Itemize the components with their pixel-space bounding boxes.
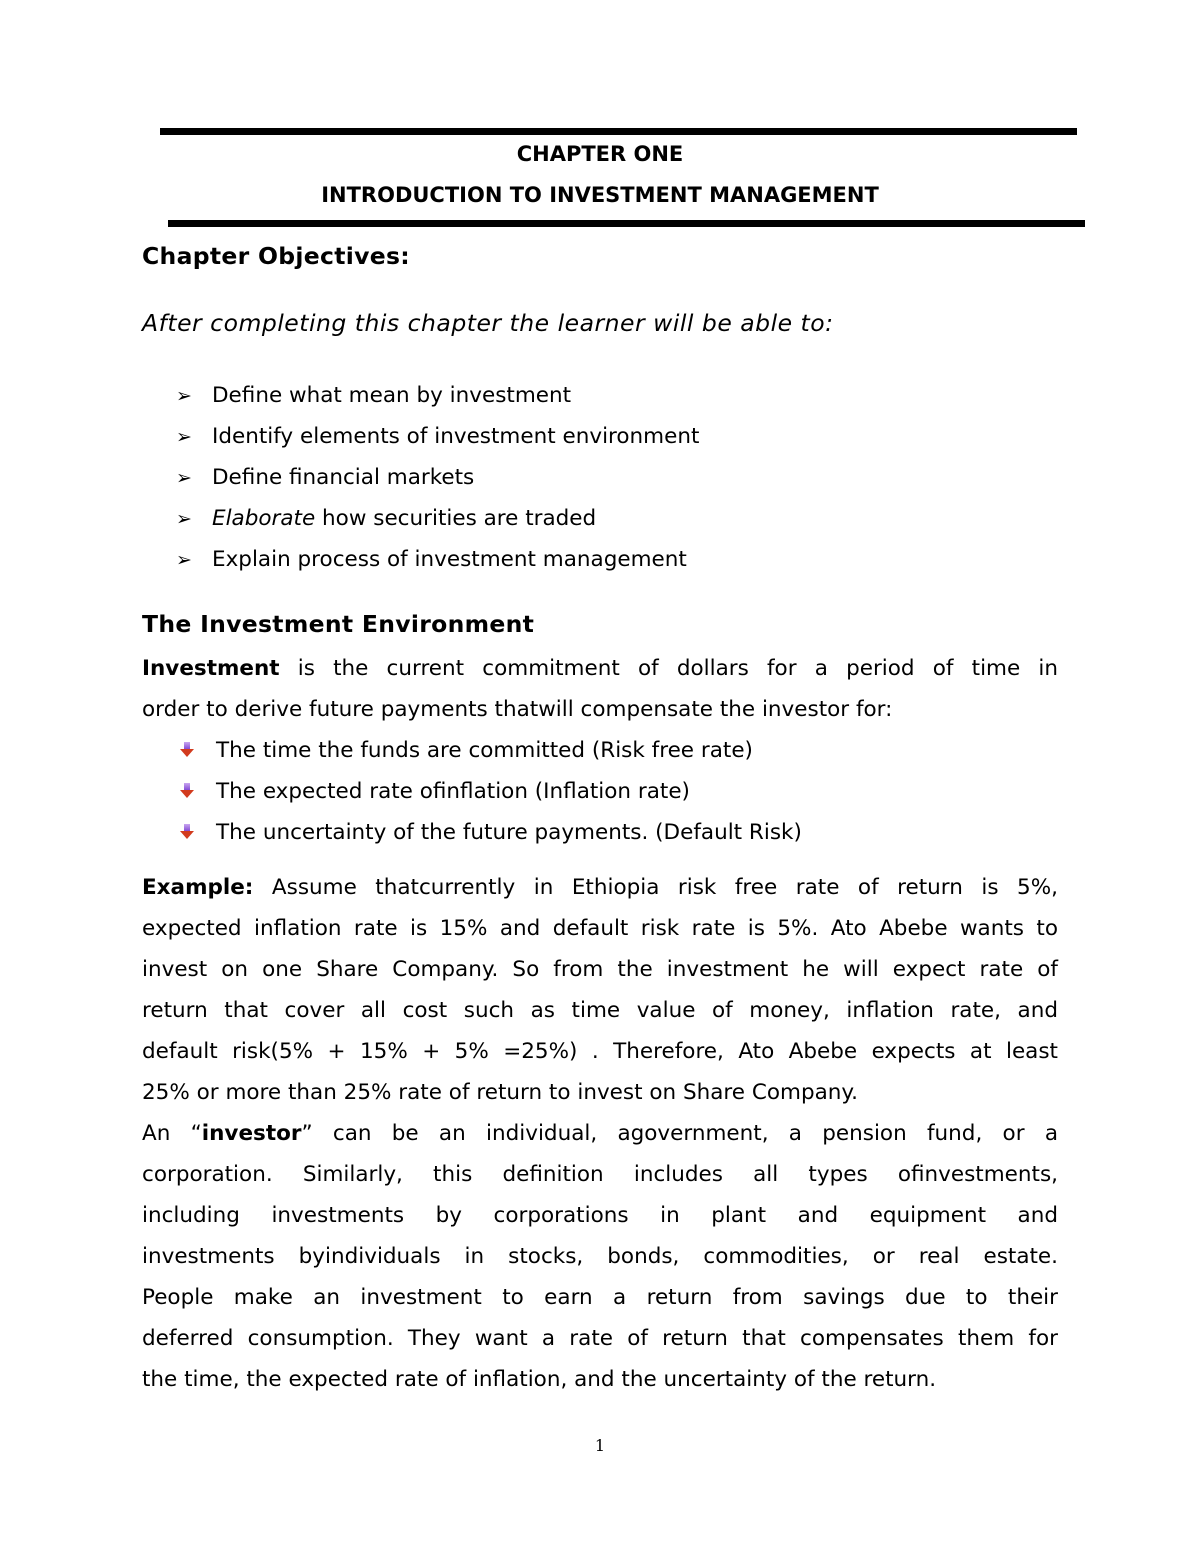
list-item: ➢ Define what mean by investment [176, 375, 699, 416]
objectives-heading: Chapter Objectives: [142, 242, 410, 270]
list-item: ➢ Elaborate how securities are traded [176, 498, 699, 539]
arrowhead-bullet-icon: ➢ [176, 467, 192, 489]
down-arrow-bullet-icon [180, 783, 194, 799]
compensation-list [180, 730, 802, 853]
arrowhead-bullet-icon: ➢ [176, 508, 192, 530]
down-arrow-bullet-icon [180, 742, 194, 758]
list-item: ➢ Explain process of investment management [176, 539, 699, 580]
investor-paragraph: An “investor” can be an individual, agovernment, a pension fund, or a corporation. Similarly, this definition includes all types ofinvestments, including investments by corporations in plant and equipment and investments byindividuals in stocks, bonds, commodities, or real estate. People make an investment to earn a return from savings due to their deferred consumption. They want a rate of return that compensates them for the time, the expected rate of inflation, and the uncertainty of the return. [142, 1121, 1058, 1392]
investor-term: investor [201, 1121, 302, 1146]
arrowhead-bullet-icon: ➢ [176, 549, 192, 571]
environment-heading: The Investment Environment [142, 610, 535, 638]
objectives-intro: After completing this chapter the learner will be able to: [142, 309, 834, 337]
chapter-title: INTRODUCTION TO INVESTMENT MANAGEMENT [321, 183, 879, 207]
example-paragraph: Example: Assume thatcurrently in Ethiopia risk free rate of return is 5%, expected inflation rate is 15% and default risk rate is 5%. Ato Abebe wants to invest on one Share Company. So from the investment he will expect rate of return that cover all cost such as time value of money, inflation rate, and default risk(5% + 15% + 5% =25%) . Therefore, Ato Abebe expects at least 25% or more than 25% rate of return to invest on Share Company. [142, 875, 1058, 1105]
page-number: 1 [594, 1436, 606, 1455]
investment-definition: Investment is the current commitment of dollars for a period of time in order to derive future payments thatwill compensate the investor for: [142, 656, 1058, 722]
example-label: Example: [142, 875, 254, 900]
list-item: The expected rate ofinflation (Inflation rate) [180, 771, 802, 812]
chapter-label: CHAPTER ONE [516, 142, 684, 166]
objectives-list [176, 375, 699, 580]
list-item: The time the funds are committed (Risk free rate) [180, 730, 802, 771]
list-item: ➢ Identify elements of investment environment [176, 416, 699, 457]
down-arrow-bullet-icon [180, 824, 194, 840]
definition-term: Investment [142, 656, 280, 681]
header-bottom-rule [168, 220, 1085, 227]
list-item: ➢ Define financial markets [176, 457, 699, 498]
arrowhead-bullet-icon: ➢ [176, 385, 192, 407]
arrowhead-bullet-icon: ➢ [176, 426, 192, 448]
header-top-rule [160, 128, 1077, 135]
list-item: The uncertainty of the future payments. (Default Risk) [180, 812, 802, 853]
